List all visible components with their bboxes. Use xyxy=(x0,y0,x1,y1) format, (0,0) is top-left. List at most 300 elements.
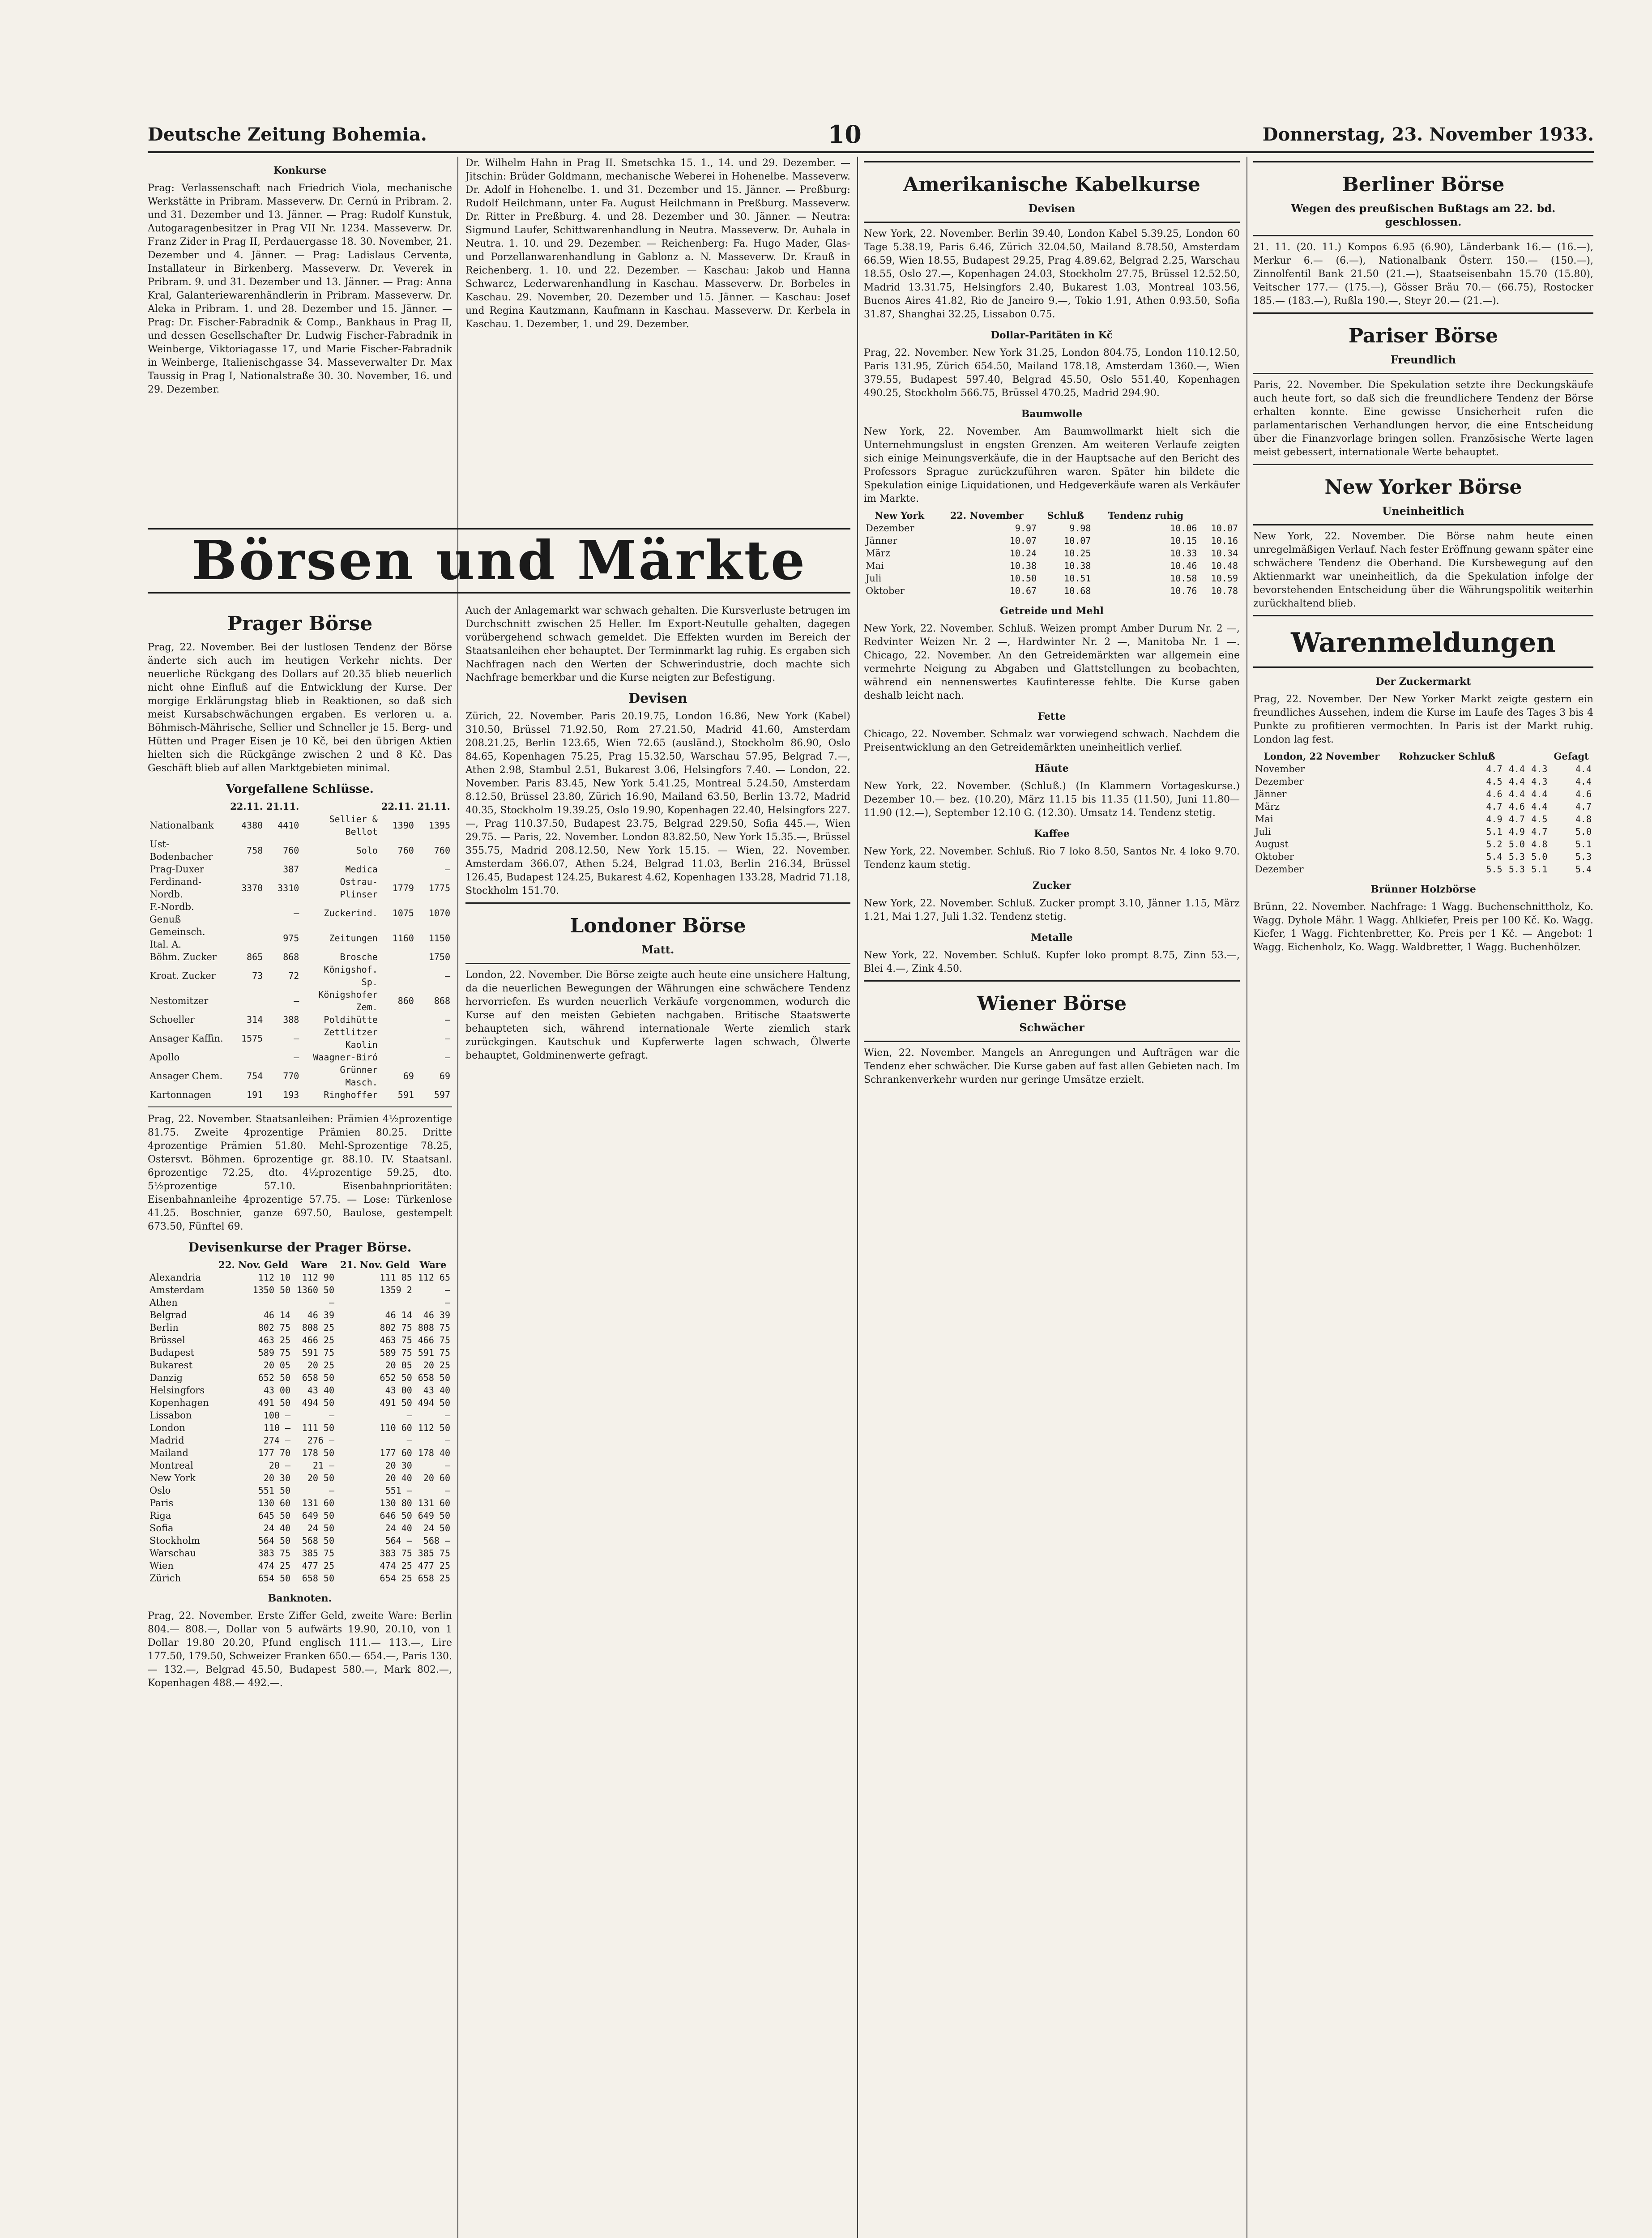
table-header-cell: 21.11. xyxy=(417,801,450,812)
table-header-cell xyxy=(148,800,228,813)
table-cell: Oktober xyxy=(1255,851,1294,862)
table-row xyxy=(1253,838,1593,850)
table-cell: 10.25 xyxy=(1064,548,1091,559)
table-cell: 46 39 xyxy=(423,1310,450,1320)
table-row xyxy=(148,1572,452,1585)
table-cell: 4.7 xyxy=(1486,801,1503,812)
table-cell: 591 xyxy=(397,1089,414,1100)
zucker-heading: Zucker xyxy=(1032,880,1071,892)
table-cell: Zürich xyxy=(149,1573,181,1584)
schluesse-table xyxy=(148,800,452,1101)
table-cell: 383 75 xyxy=(258,1548,291,1559)
table-cell: 4.6 xyxy=(1575,789,1592,799)
table-row xyxy=(148,926,452,951)
table-row xyxy=(148,1409,452,1422)
table-row xyxy=(148,951,452,963)
table-cell: 868 xyxy=(283,952,299,962)
table-cell: 802 75 xyxy=(258,1322,291,1333)
dollar-text: Prag, 22. November. New York 31.25, London 804.75, London 110.12.50, Paris 131.95, Zürich 654.50, Mailand 178.18, Amsterdam 1360.—, Wien 379.55, Budapest 597.40, Belgrad 45.50, Oslo 551.40, Kopenhagen 490.25, Stockholm 566.75, Brüssel 470.25, Madrid 294.90. xyxy=(864,347,1240,399)
newyork-heading: New Yorker Börse xyxy=(1324,476,1522,499)
table-cell: 177 70 xyxy=(258,1448,291,1458)
pariser-heading: Pariser Börse xyxy=(1348,325,1498,347)
table-cell: 477 25 xyxy=(302,1560,334,1571)
table-cell: 110 — xyxy=(263,1422,291,1433)
table-header-cell: Tendenz ruhig xyxy=(1108,510,1184,521)
table-cell: 568 50 xyxy=(302,1535,334,1546)
table-cell: Dezember xyxy=(866,523,914,534)
table-cell: — xyxy=(444,970,450,981)
table-cell: Zuckerind. xyxy=(324,908,378,918)
fette-heading: Fette xyxy=(1037,711,1066,722)
table-cell: 10.07 xyxy=(1064,535,1091,546)
table-header-cell: 22.11. xyxy=(230,801,263,812)
table-cell: 860 xyxy=(397,995,414,1006)
table-cell: 100 — xyxy=(263,1410,291,1421)
table-row xyxy=(1253,813,1593,825)
table-header-row xyxy=(148,800,452,813)
haeute-heading: Häute xyxy=(1035,763,1069,774)
table-cell: 10.46 xyxy=(1170,560,1197,571)
table-row xyxy=(148,1434,452,1447)
table-cell: 591 75 xyxy=(418,1347,450,1358)
table-cell: 3310 xyxy=(277,883,299,893)
table-cell: 649 50 xyxy=(302,1510,334,1521)
table-cell: 754 xyxy=(247,1071,263,1081)
table-cell: — xyxy=(329,1410,334,1421)
table-row xyxy=(148,1284,452,1296)
table-cell: 463 25 xyxy=(258,1335,291,1345)
table-cell: 131 60 xyxy=(418,1498,450,1508)
table-cell: März xyxy=(866,548,891,559)
table-cell: 868 xyxy=(434,995,450,1006)
table-cell: — xyxy=(406,1435,412,1446)
table-row xyxy=(148,1472,452,1484)
table-cell: 69 xyxy=(439,1071,450,1081)
table-row xyxy=(864,522,1240,534)
table-cell: 10.50 xyxy=(1009,573,1037,584)
table-cell xyxy=(380,1013,416,1026)
page-number: 10 xyxy=(828,120,862,149)
table-row xyxy=(1253,850,1593,863)
table-cell: 20 30 xyxy=(385,1460,412,1471)
table-cell: Juli xyxy=(866,573,882,584)
table-cell: 21 — xyxy=(312,1460,334,1471)
table-cell: 43 40 xyxy=(423,1385,450,1396)
table-cell: Budapest xyxy=(149,1347,195,1358)
table-cell: 112 65 xyxy=(418,1272,450,1283)
column-1-lower xyxy=(148,604,452,2238)
table-cell: — xyxy=(444,1285,450,1295)
table-cell: 24 50 xyxy=(307,1523,334,1533)
table-cell: — xyxy=(444,1410,450,1421)
zuckermarkt-text: Prag, 22. November. Der New Yorker Markt zeigte gestern ein freundliches Aussehen, indem die Kurse im Laufe des Tages 3 bis 4 Punkte zu profitieren vermochten. In Paris ist der Markt ruhig. London lag fest. xyxy=(1253,694,1593,745)
table-cell: 649 50 xyxy=(418,1510,450,1521)
table-cell: 5.0 xyxy=(1575,826,1592,837)
table-cell: 4.4 xyxy=(1508,764,1525,774)
table-cell: 4.4 xyxy=(1508,776,1525,787)
table-cell: 274 — xyxy=(263,1435,291,1446)
table-cell: Solo xyxy=(356,845,378,856)
page-header xyxy=(148,121,1594,148)
table-cell: Mai xyxy=(866,560,884,571)
table-header-cell: Gefagt xyxy=(1554,751,1589,762)
table-cell: 24 50 xyxy=(423,1523,450,1533)
table-cell: Mailand xyxy=(149,1448,188,1458)
pariser-text: Paris, 22. November. Die Spekulation setzte ihre Deckungskäufe auch heute fort, so daß sich die freundlichere Tendenz der Börse erhalten konnte. Eine gewisse Unsicherheit rufen die parlamentarischen Verhandlungen hervor, die eine Entscheidung über die Finanzvorlage bringen sollen. Französische Werte lagen meist gebessert, internationale Werte behauptet. xyxy=(1253,380,1593,458)
table-cell: 385 75 xyxy=(302,1548,334,1559)
table-cell: Ringhoffer xyxy=(324,1089,378,1100)
table-cell xyxy=(380,963,416,988)
table-cell: 5.5 xyxy=(1486,864,1503,875)
table-cell: 20 30 xyxy=(263,1473,291,1483)
table-cell: 466 75 xyxy=(418,1335,450,1345)
table-row xyxy=(148,1013,452,1026)
table-cell: März xyxy=(1255,801,1280,812)
table-cell: Helsingfors xyxy=(149,1385,205,1396)
prager-text: Prag, 22. November. Bei der lustlosen Tendenz der Börse änderte sich auch im heutigen Verkehr nichts. Der neuerliche Rückgang des Dollars auf 20.35 blieb neuerlich nicht ohne Einfluß auf die Entwicklung der Kurse. Der morgige Erklärungstag blieb in Reaktionen, so daß sich meist Kursabschwächungen ergaben. Es verloren u. a. Böhmisch-Mährische, Sellier und Schneller je 15. Berg- und Hütten und Prager Eisen je 10 Kč, bei den übrigen Aktien hielten sich die Rückgänge zwischen 2 und 8 Kč. Das Geschäft blieb auf allen Marktgebieten minimal. xyxy=(148,642,452,774)
devisen-heading-2: Devisen xyxy=(628,691,687,706)
table-cell: 760 xyxy=(434,845,450,856)
table-cell: 658 50 xyxy=(418,1372,450,1383)
banknoten-text: Prag, 22. November. Erste Ziffer Geld, zweite Ware: Berlin 804.— 808.—, Dollar von 5 aufwärts 19.90, 20.10, von 1 Dollar 19.80 20.20, Pfund englisch 111.— 113.—, Lire 177.50, 179.50, Schweizer Franken 650.— 654.—, Paris 130.— 132.—, Belgrad 45.50, Budapest 580.—, Mark 802.—, Kopenhagen 488.— 492.—. xyxy=(148,1610,452,1689)
table-cell: 24 40 xyxy=(385,1523,412,1533)
table-cell: — xyxy=(444,1033,450,1044)
table-cell: Stockholm xyxy=(149,1535,200,1546)
table-cell: 5.1 xyxy=(1531,864,1548,875)
table-cell: 10.38 xyxy=(1064,560,1091,571)
table-cell: August xyxy=(1255,839,1289,850)
table-cell: 1775 xyxy=(428,883,450,893)
table-cell: 1075 xyxy=(392,908,414,918)
table-cell: 1350 50 xyxy=(252,1285,291,1295)
waren-heading: Warenmeldungen xyxy=(1291,627,1556,658)
table-cell: 4.5 xyxy=(1531,814,1548,824)
table-cell: 477 25 xyxy=(418,1560,450,1571)
table-cell: Warschau xyxy=(149,1548,196,1559)
table-cell: — xyxy=(444,1297,450,1308)
table-cell: 4.9 xyxy=(1486,814,1503,824)
table-row xyxy=(148,1484,452,1497)
wiener-text: Wien, 22. November. Mangels an Anregungen und Aufträgen war die Tendenz eher schwächer. Die Kurse gaben auf fast allen Gebieten nach. Im Schrankenverkehr wurden nur geringe Umsätze erzielt. xyxy=(864,1047,1240,1085)
table-cell: 130 80 xyxy=(380,1498,412,1508)
table-row xyxy=(1253,863,1593,876)
table-cell: Brüssel xyxy=(149,1335,185,1345)
table-header-row xyxy=(148,1259,452,1271)
amerik-sub: Devisen xyxy=(1028,202,1076,215)
metalle-text: New York, 22. November. Schluß. Kupfer loko prompt 8.75, Zinn 53.—, Blei 4.—, Zink 4.50. xyxy=(864,950,1240,974)
table-cell: Kopenhagen xyxy=(149,1397,209,1408)
table-cell: 10.07 xyxy=(1009,535,1037,546)
table-cell: 20 05 xyxy=(385,1360,412,1371)
table-cell xyxy=(214,1296,292,1309)
table-cell xyxy=(380,951,416,963)
staatsanleihen-text: Prag, 22. November. Staatsanleihen: Prämien 4½prozentige 81.75. Zweite 4prozentige Prämien 80.25. Dritte 4prozentige Prämien 51.80. Mehl-Sprozentige 78.25, Ostersvt. Böhmen. 6prozentige gr. 88.10. IV. Staatsanl. 6prozentige 72.25, dto. 4½prozentige 59.25, dto. 5½prozentige 57.10. Eisenbahnprioritäten: Eisenbahnanleihe 4prozentige 57.75. — Lose: Türkenlose 41.25. Boschnier, ganze 697.50, Baulose, gestempelt 673.50, Fünftel 69. xyxy=(148,1114,452,1232)
table-cell: 10.48 xyxy=(1211,560,1238,571)
table-cell: Medica xyxy=(345,864,378,875)
table-cell: 551 50 xyxy=(258,1485,291,1496)
table-cell: Brosche xyxy=(340,952,378,962)
table-header-row xyxy=(1253,750,1593,763)
table-cell: — xyxy=(329,1485,334,1496)
table-cell: 5.4 xyxy=(1486,851,1503,862)
table-header-cell: Rohzucker Schluß xyxy=(1399,751,1495,762)
column-divider xyxy=(857,157,858,2238)
table-cell: Zeitungen xyxy=(329,933,378,944)
table-header-cell: Ware xyxy=(419,1259,447,1270)
table-cell: 1160 xyxy=(392,933,414,944)
table-cell: Lissabon xyxy=(149,1410,192,1421)
table-cell: 383 75 xyxy=(380,1548,412,1559)
table-cell: Mai xyxy=(1255,814,1273,824)
table-row xyxy=(148,876,452,901)
table-cell: 760 xyxy=(397,845,414,856)
table-cell: Sofia xyxy=(149,1523,174,1533)
table-cell: 20 — xyxy=(269,1460,291,1471)
table-cell: Jänner xyxy=(866,535,897,546)
table-cell: 111 50 xyxy=(302,1422,334,1433)
table-cell: 645 50 xyxy=(258,1510,291,1521)
prager-heading: Prager Börse xyxy=(227,612,373,635)
table-cell: 10.59 xyxy=(1211,573,1238,584)
table-cell: 193 xyxy=(283,1089,299,1100)
table-cell: 1360 50 xyxy=(296,1285,334,1295)
table-row xyxy=(148,1346,452,1359)
table-header-cell xyxy=(1504,750,1527,763)
table-cell: 564 50 xyxy=(258,1535,291,1546)
table-row xyxy=(148,1422,452,1434)
table-row xyxy=(148,1359,452,1371)
table-cell: Athen xyxy=(149,1297,178,1308)
table-cell: 1750 xyxy=(428,952,450,962)
table-cell xyxy=(228,1051,265,1063)
table-cell xyxy=(228,901,265,926)
table-cell: Kartonnagen xyxy=(149,1089,212,1100)
table-cell: Poldihütte xyxy=(324,1014,378,1025)
wiener-heading: Wiener Börse xyxy=(977,992,1127,1015)
table-cell: 4.7 xyxy=(1531,826,1548,837)
table-row xyxy=(1253,788,1593,800)
table-cell: 491 50 xyxy=(380,1397,412,1408)
table-cell: 20 25 xyxy=(307,1360,334,1371)
table-cell: 10.58 xyxy=(1170,573,1197,584)
table-cell: 4.7 xyxy=(1486,764,1503,774)
table-cell: — xyxy=(294,1052,299,1063)
newyork-sub: Uneinheitlich xyxy=(1382,504,1464,517)
table-cell: 463 75 xyxy=(380,1335,412,1345)
table-cell: 20 05 xyxy=(263,1360,291,1371)
table-cell: 4.7 xyxy=(1508,814,1525,824)
table-cell: Waagner-Biró xyxy=(313,1052,378,1063)
table-cell: 4.4 xyxy=(1508,789,1525,799)
table-cell: — xyxy=(329,1297,334,1308)
table-row xyxy=(1253,800,1593,813)
header-right: Donnerstag, 23. November 1933. xyxy=(1262,124,1594,145)
table-cell: Ansager Kaffin. xyxy=(149,1033,223,1044)
table-cell: 72 xyxy=(288,970,299,981)
table-row xyxy=(148,1547,452,1559)
table-cell: Ostrau-Plinser xyxy=(340,876,378,900)
table-cell: 4.8 xyxy=(1575,814,1592,824)
table-cell: — xyxy=(444,864,450,875)
header-left: Deutsche Zeitung Bohemia. xyxy=(148,124,427,145)
table-row xyxy=(148,1271,452,1284)
table-header-cell: Schluß xyxy=(1047,510,1084,521)
table-header-cell: London, 22 November xyxy=(1264,751,1380,762)
table-header-cell xyxy=(301,800,380,813)
konkurse-text: Prag: Verlassenschaft nach Friedrich Viola, mechanische Werkstätte in Pribram. Masseverw. Dr. Cernú in Pribram. 2. und 31. Dezember und 13. Jänner. — Prag: Rudolf Kunstuk, Autogaragenbesitzer in Prag VII Nr. 1234. Masseverw. Dr. Franz Zider in Prag II, Perdauergasse 18. 30. November, 21. Dezember und 4. Jänner. — Prag: Ladislaus Cerventa, Installateur in Birkenberg. Masseverw. Dr. Veverek in Pribram. 9. und 31. Dezember und 13. Jänner. — Prag: Anna Kral, Galanteriewarenhändlerin in Pribram. Masseverw. Dr. Aleka in Pribram. 1. und 28. Dezember und 15. Jänner. — Prag: Dr. Fischer-Fabradnik & Comp., Bankhaus in Prag II, und dessen Gesellschafter Dr. Ludwig Fischer-Fabradnik in Weinberge, Viktoriagasse 17, und Marie Fischer-Fabradnik in Weinberge, Italienischgasse 34. Masseverwalter Dr. Max Taussig in Prag I, Nationalstraße 30. 30. November, 16. und 29. Dezember. xyxy=(148,183,452,395)
column-divider xyxy=(457,157,458,2238)
table-cell: 43 00 xyxy=(385,1385,412,1396)
table-row xyxy=(148,863,452,876)
table-cell: London xyxy=(149,1422,185,1433)
table-cell: 802 75 xyxy=(380,1322,412,1333)
table-cell xyxy=(336,1296,414,1309)
table-cell: 474 25 xyxy=(258,1560,291,1571)
table-row xyxy=(864,547,1240,560)
table-row xyxy=(864,560,1240,572)
table-cell: 5.3 xyxy=(1508,851,1525,862)
table-cell: 314 xyxy=(247,1014,263,1025)
berliner-sub: Wegen des preußischen Bußtags am 22. bd. geschlossen. xyxy=(1291,202,1556,228)
table-cell: 658 50 xyxy=(302,1573,334,1584)
table-cell: Jänner xyxy=(1255,789,1287,799)
table-cell: 654 50 xyxy=(258,1573,291,1584)
table-row xyxy=(148,1522,452,1534)
table-cell: 112 10 xyxy=(258,1272,291,1283)
table-cell: 551 — xyxy=(385,1485,412,1496)
zucker-text: New York, 22. November. Schluß. Zucker prompt 3.10, Jänner 1.15, März 1.21, Mai 1.27, Juli 1.32. Tendenz stetig. xyxy=(864,898,1240,923)
table-cell: 178 40 xyxy=(418,1448,450,1458)
table-cell: — xyxy=(444,1435,450,1446)
boersen-heading: Börsen und Märkte xyxy=(191,529,807,592)
table-cell: Montreal xyxy=(149,1460,193,1471)
table-cell: New York xyxy=(149,1473,196,1483)
table-cell: 658 50 xyxy=(302,1372,334,1383)
table-cell: 1150 xyxy=(428,933,450,944)
berliner-heading: Berliner Börse xyxy=(1342,173,1505,196)
table-row xyxy=(148,1309,452,1321)
table-cell: Sellier & Bellot xyxy=(329,814,378,837)
baumwolle-text: New York, 22. November. Am Baumwollmarkt hielt sich die Unternehmungslust in engsten Grenzen. Am weiteren Verlaufe zeigten sich einige Meinungsverkäufe, die in der Hauptsache auf den Bericht des Professors Sprague zurückzuführen waren. Später hin bildete die Spekulation einige Liquidationen, und Hedgeverkäufe waren als Verkäufer im Markte. xyxy=(864,426,1240,504)
table-cell: 112 90 xyxy=(302,1272,334,1283)
devisen-text: Zürich, 22. November. Paris 20.19.75, London 16.86, New York (Kabel) 310.50, Brüssel 71.92.50, Rom 27.21.50, Madrid 41.60, Amsterdam 208.21.25, Berlin 123.65, Wien 72.65 (ausländ.), Stockholm 86.90, Oslo 84.65, Kopenhagen 75.25, Prag 15.32.50, Warschau 57.95, Belgrad 7.—, Athen 2.98, Stambul 2.51, Bukarest 3.06, Helsingfors 7.40. — London, 22. November. Paris 83.45, New York 5.41.25, Montreal 5.24.50, Amsterdam 8.12.50, Brüssel 23.80, Zürich 16.90, Mailand 63.50, Berlin 13.72, Madrid 40.35, Stockholm 19.39.25, Oslo 19.90, Kopenhagen 22.40, Helsingfors 227.—, Prag 110.37.50, Budapest 23.75, Belgrad 229.50, Sofia 445.—, Wien 29.75. — Paris, 22. November. London 83.82.50, New York 15.35.—, Brüssel 355.75, Madrid 208.12.50, New York 15.15. — Wien, 22. November. Amsterdam 366.07, Athen 5.24, Belgrad 11.03, Berlin 216.34, Brüssel 126.45, Budapest 124.25, Bukarest 4.62, Kopenhagen 133.28, Madrid 71.18, Stockholm 151.70. xyxy=(465,711,850,897)
kaffee-text: New York, 22. November. Schluß. Rio 7 loko 8.50, Santos Nr. 4 loko 9.70. Tendenz kaum stetig. xyxy=(864,846,1240,871)
table-cell: 10.68 xyxy=(1064,585,1091,596)
fette-text: Chicago, 22. November. Schmalz war vorwiegend schwach. Nachdem die Preisentwicklung an den Getreidemärkten uneinheitlich verlief. xyxy=(864,729,1240,753)
table-cell: 5.4 xyxy=(1575,864,1592,875)
table-row xyxy=(148,1026,452,1051)
table-cell xyxy=(380,863,416,876)
table-cell: 975 xyxy=(283,933,299,944)
divider xyxy=(148,1106,452,1107)
table-cell: 10.34 xyxy=(1211,548,1238,559)
table-cell: Grünner Masch. xyxy=(340,1064,378,1088)
table-cell: 385 75 xyxy=(418,1548,450,1559)
table-cell: 388 xyxy=(283,1014,299,1025)
table-cell: 1779 xyxy=(392,883,414,893)
table-cell: 1395 xyxy=(428,820,450,831)
table-cell: 808 25 xyxy=(302,1322,334,1333)
amerik-text: New York, 22. November. Berlin 39.40, London Kabel 5.39.25, London 60 Tage 5.38.19, Paris 6.46, Zürich 32.04.50, Mailand 8.78.50, Amsterdam 66.59, Wien 18.55, Budapest 29.25, Prag 4.89.62, Belgrad 2.25, Warschau 18.55, Oslo 27.—, Kopenhagen 24.03, Stockholm 27.75, Brüssel 12.52.50, Madrid 13.31.75, Helsingfors 2.40, Bukarest 1.03, Montreal 103.56, Buenos Aires 41.82, Rio de Janeiro 9.—, Tokio 1.91, Athen 0.93.50, Sofia 31.87, Shanghai 32.25, Lissabon 0.75. xyxy=(864,228,1240,320)
getreide-text: New York, 22. November. Schluß. Weizen prompt Amber Durum Nr. 2 —, Redvinter Weizen Nr. 2 —, Hardwinter Nr. 2 —, Manitoba Nr. 1 —. Chicago, 22. November. An den Getreidemärkten war allgemein eine vermehrte Neigung zu Abgaben und Glattstellungen zu beobachten, während ein nennenswertes Kaufinteresse fehlte. Die Kurse gaben deshalb leicht nach. xyxy=(864,623,1240,701)
table-cell: 4.9 xyxy=(1508,826,1525,837)
holz-heading: Brünner Holzbörse xyxy=(1370,884,1476,895)
table-cell: November xyxy=(1255,764,1305,774)
table-cell: — xyxy=(406,1410,412,1421)
table-cell: 20 60 xyxy=(423,1473,450,1483)
table-cell: Ansager Chem. xyxy=(149,1071,223,1081)
metalle-heading: Metalle xyxy=(1031,932,1073,944)
table-cell: 770 xyxy=(283,1071,299,1081)
haeute-text: New York, 22. November. (Schluß.) (In Klammern Vortageskurse.) Dezember 10.— bez. (10.20), März 11.15 bis 11.35 (11.50), Juni 11.80—11.90 (12.—), September 12.10 G. (12.30). Umsatz 14. Tendenz stetig. xyxy=(864,781,1240,819)
table-row xyxy=(148,1063,452,1089)
table-cell: Prag-Duxer xyxy=(149,864,204,875)
table-cell: 10.67 xyxy=(1009,585,1037,596)
wiener-sub: Schwächer xyxy=(1019,1021,1084,1034)
table-cell: 178 50 xyxy=(302,1448,334,1458)
table-cell: Madrid xyxy=(149,1435,184,1446)
table-cell: Nationalbank xyxy=(149,820,214,831)
table-row xyxy=(148,1089,452,1101)
table-row xyxy=(864,534,1240,547)
table-row xyxy=(1253,763,1593,775)
table-cell: 808 75 xyxy=(418,1322,450,1333)
devisen-heading: Devisenkurse der Prager Börse. xyxy=(188,1240,412,1255)
table-cell: — xyxy=(444,1460,450,1471)
banknoten-heading: Banknoten. xyxy=(268,1593,332,1604)
table-row xyxy=(148,1321,452,1334)
schluesse-heading: Vorgefallene Schlüsse. xyxy=(226,782,374,796)
table-cell: Oslo xyxy=(149,1485,171,1496)
table-cell: 5.1 xyxy=(1486,826,1503,837)
table-cell xyxy=(380,1026,416,1051)
table-cell: 69 xyxy=(403,1071,414,1081)
table-cell: 10.16 xyxy=(1211,535,1238,546)
table-cell: Ust-Bodenbacher xyxy=(149,839,213,862)
baumwolle-heading: Baumwolle xyxy=(1021,408,1083,420)
table-cell: 4.4 xyxy=(1575,776,1592,787)
table-row xyxy=(148,813,452,838)
table-cell: 4.3 xyxy=(1531,764,1548,774)
pariser-sub: Freundlich xyxy=(1390,353,1456,366)
table-cell: 112 50 xyxy=(418,1422,450,1433)
table-header-cell: 22.11. xyxy=(381,801,414,812)
table-row xyxy=(864,572,1240,585)
table-cell: — xyxy=(444,1014,450,1025)
table-header-cell: 21.11. xyxy=(266,801,299,812)
table-cell: 43 00 xyxy=(263,1385,291,1396)
table-cell: 73 xyxy=(252,970,263,981)
table-cell: 5.3 xyxy=(1508,864,1525,875)
konkurse-continued: Dr. Wilhelm Hahn in Prag II. Smetschka 15. 1., 14. und 29. Dezember. — Jitschin: Brüder Goldmann, mechanische Weberei in Hohenelbe. Masseverw. Dr. Adolf in Hohenelbe. 1. und 31. Dezember und 15. Jänner. — Preßburg: Rudolf Heilchmann, unter Fa. August Heilchmann in Preßburg. Masseverw. Dr. Ritter in Preßburg. 4. und 28. Dezember und 30. Jänner. — Neutra: Sigmund Laufer, Schittwarenhandlung in Neutra. Masseverw. Dr. Auhala in Neutra. 1. 10. und 29. Dezember. — Reichenberg: Fa. Hugo Mader, Glas- und Porzellanwarenhandlung in Gablonz a. N. Masseverw. Dr. Krauß in Reichenberg. 1. 10. und 22. Dezember. — Kaschau: Jakob und Hanna Schwarcz, Lederwarenhandlung in Kaschau. Masseverw. Dr. Borbeles in Kaschau. 29. November, 20. Dezember und 15. Jänner. — Kaschau: Josef und Regina Kautzmann, Kaufmann in Kaschau. Masseverw. Dr. Kerbela in Kaschau. 1. Dezember, 1. und 29. Dezember. xyxy=(465,158,850,330)
table-cell: Schoeller xyxy=(149,1014,195,1025)
table-row xyxy=(148,901,452,926)
berliner-text: 21. 11. (20. 11.) Kompos 6.95 (6.90), Länderbank 16.— (16.—), Merkur 6.— (6.—), Nationalbank Österr. 150.— (150.—), Zinnolfentil Bank 21.50 (21.—), Staatseisenbahn 15.70 (15.80), Veitscher 177.— (175.—), Gösser Bräu 70.— (66.75), Rostocker 185.— (183.—), Rußla 190.—, Steyr 20.— (21.—). xyxy=(1253,242,1593,307)
table-row xyxy=(148,963,452,988)
table-cell: 4.4 xyxy=(1575,764,1592,774)
table-cell xyxy=(228,988,265,1013)
table-header-row xyxy=(864,509,1240,522)
table-cell: 589 75 xyxy=(258,1347,291,1358)
table-cell: 5.0 xyxy=(1508,839,1525,850)
table-cell: 5.1 xyxy=(1575,839,1592,850)
table-cell: Dezember xyxy=(1255,864,1304,875)
heading-banner xyxy=(148,528,850,594)
table-cell: 760 xyxy=(283,845,299,856)
table-row xyxy=(148,1296,452,1309)
table-cell: 20 40 xyxy=(385,1473,412,1483)
table-cell: 658 25 xyxy=(418,1573,450,1584)
